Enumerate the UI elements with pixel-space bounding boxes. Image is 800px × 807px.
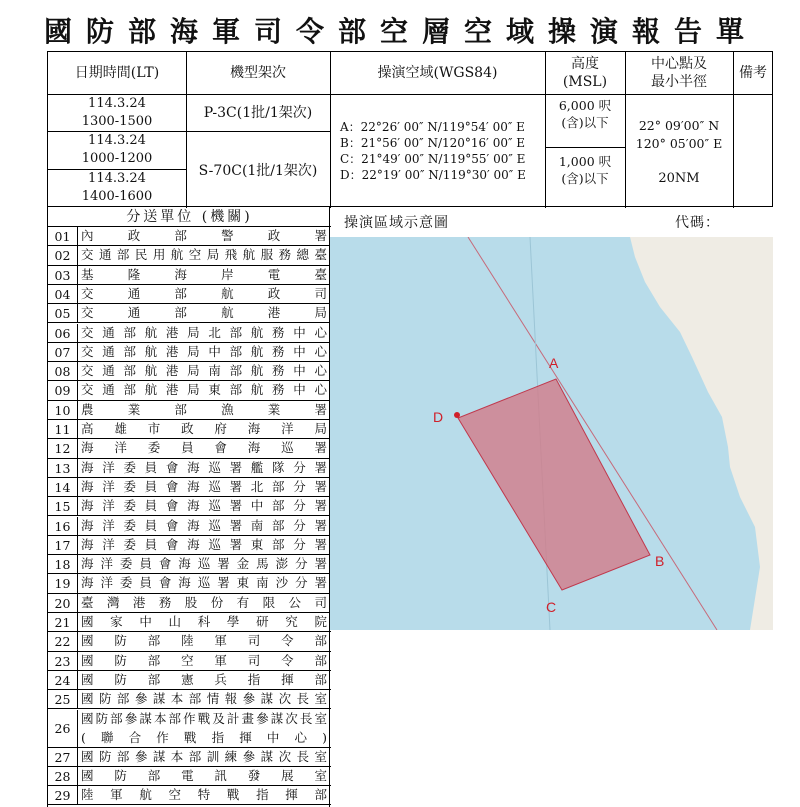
schedule-2: 114.3.24 1000-1200	[81, 133, 153, 166]
schedule-3: 114.3.24 1400-1600	[81, 171, 153, 204]
distribution-row	[48, 574, 331, 593]
distribution-row	[48, 324, 331, 343]
distribution-row	[48, 381, 331, 400]
header-date-time: 日期時間(LT)	[74, 65, 160, 81]
distribution-row-name: 陸軍航空特戰指揮部	[81, 787, 327, 803]
distribution-row	[48, 459, 331, 478]
min-radius: 20NM	[658, 171, 700, 186]
distribution-row-number: 15	[48, 497, 78, 515]
distribution-row-name: 國防部空軍司令部	[81, 652, 327, 668]
distribution-row	[48, 671, 331, 690]
distribution-row-number: 13	[48, 459, 78, 477]
header-center: 中心點及 最小半徑	[651, 56, 707, 90]
distribution-row-name: 交通部航港局北部航務中心	[81, 324, 327, 340]
point-label-c: C	[546, 599, 557, 615]
header-remarks: 備考	[739, 65, 767, 81]
distribution-row	[48, 786, 331, 805]
distribution-row	[48, 285, 331, 304]
distribution-row-number: 12	[48, 439, 78, 457]
distribution-row-name: 海洋委員會海巡署東南沙分署	[81, 575, 327, 591]
distribution-row-name: 臺灣港務股份有限公司	[81, 594, 327, 610]
distribution-heading: 分送單位 (機關)	[48, 207, 331, 227]
distribution-row-name: 海洋委員會海巡署金馬澎分署	[81, 556, 327, 572]
distribution-row-number: 10	[48, 401, 78, 419]
distribution-row	[48, 652, 331, 671]
distribution-row	[48, 748, 331, 767]
distribution-row-number: 01	[48, 227, 78, 245]
distribution-row-number: 25	[48, 690, 78, 708]
distribution-list	[47, 207, 330, 807]
distribution-row	[48, 304, 331, 323]
page-title: 國防部海軍司令部空層空域操演報告單	[44, 15, 759, 48]
distribution-row-number: 02	[48, 246, 78, 264]
distribution-row	[48, 401, 331, 420]
distribution-row	[48, 517, 331, 536]
distribution-row-name: 國防部電訊發展室	[81, 767, 327, 783]
center-point: 22° 09′00″ N 120° 05′00″ E	[635, 118, 723, 151]
distribution-row-number: 26	[48, 710, 78, 747]
distribution-row	[48, 710, 331, 748]
distribution-row-number: 20	[48, 594, 78, 612]
report-header-table	[47, 51, 773, 207]
distribution-row-number: 23	[48, 652, 78, 670]
distribution-row-name: 海洋委員會海巡署南部分署	[81, 517, 327, 533]
distribution-row-number: 11	[48, 420, 78, 438]
location-pin-icon	[454, 412, 460, 418]
point-label-a: A	[549, 355, 559, 371]
distribution-row-name: 基隆海岸電臺	[81, 266, 327, 282]
distribution-row	[48, 478, 331, 497]
distribution-row	[48, 536, 331, 555]
distribution-row-name: 交通部航政司	[81, 285, 327, 301]
distribution-row-name: 海洋委員會海巡署東部分署	[81, 536, 327, 552]
aircraft-2: S-70C(1批/1架次)	[198, 163, 318, 179]
distribution-row-name: 交通部民用航空局飛航服務總臺	[81, 247, 327, 263]
point-label-d: D	[433, 409, 444, 425]
altitude-2: 1,000 呎 (含)以下	[558, 154, 612, 186]
distribution-row-name: 海洋委員會海巡署中部分署	[81, 498, 327, 514]
distribution-row-number: 06	[48, 324, 78, 342]
distribution-row-name: 國防部參謀本部情報參謀次長室	[81, 691, 327, 707]
distribution-row-name: 交通部航港局東部航務中心	[81, 382, 327, 398]
map-svg	[330, 237, 773, 630]
distribution-row-number: 21	[48, 613, 78, 631]
coordinates-list: A：22°26′ 00″ N/119°54′ 00″ E B：21°56′ 00″ N/120°16′ 00″ E C：21°49′ 00″ N/119°55′ 00″ E D：22°19′ 00″ N/119°30′ 00″ E	[340, 120, 526, 182]
distribution-row-number: 17	[48, 536, 78, 554]
distribution-row-name: 海洋委員會海巡署北部分署	[81, 478, 327, 494]
distribution-row	[48, 266, 331, 285]
distribution-row	[48, 555, 331, 574]
distribution-row-name: 內政部警政署	[81, 228, 327, 243]
distribution-row-number: 19	[48, 574, 78, 592]
distribution-row-number: 07	[48, 343, 78, 361]
distribution-row	[48, 420, 331, 439]
altitude-1: 6,000 呎 (含)以下	[558, 98, 612, 130]
distribution-row	[48, 632, 331, 651]
schedule-1: 114.3.24 1300-1500	[81, 96, 153, 129]
distribution-row-number: 09	[48, 381, 78, 399]
distribution-row-name: 國防部參謀本部訓練參謀次長室	[81, 748, 327, 764]
map-caption: 操演區域示意圖	[344, 215, 449, 231]
distribution-row	[48, 690, 331, 709]
distribution-row-name: 國家中山科學研究院	[81, 614, 327, 629]
header-aircraft: 機型架次	[230, 65, 286, 81]
distribution-row-name: 國防部憲兵指揮部	[81, 671, 327, 687]
distribution-row	[48, 362, 331, 381]
distribution-row-subname: (聯合作戰指揮中心)	[81, 729, 327, 745]
distribution-row-name: 農業部漁業署	[81, 401, 327, 417]
code-label: 代碼：	[675, 215, 720, 231]
distribution-row-number: 27	[48, 748, 78, 766]
distribution-row-name: 國防部參謀本部作戰及計畫參謀次長室	[81, 710, 327, 726]
distribution-row-number: 14	[48, 478, 78, 496]
distribution-row-number: 04	[48, 285, 78, 303]
header-altitude: 高度 (MSL)	[562, 56, 608, 90]
distribution-row	[48, 246, 331, 265]
exercise-area-map	[330, 237, 773, 630]
distribution-row	[48, 594, 331, 613]
distribution-row	[48, 613, 331, 632]
distribution-row	[48, 343, 331, 362]
distribution-row-name: 交通部航港局中部航務中心	[81, 343, 327, 359]
distribution-row-number: 08	[48, 362, 78, 380]
distribution-row	[48, 227, 331, 246]
distribution-row-name: 海洋委員會海巡署	[81, 440, 327, 456]
distribution-row-number: 03	[48, 266, 78, 284]
map-panel	[330, 207, 773, 807]
aircraft-1: P-3C(1批/1架次)	[203, 105, 313, 121]
distribution-row-number: 22	[48, 632, 78, 650]
distribution-row-number: 05	[48, 304, 78, 322]
distribution-row-number: 16	[48, 517, 78, 535]
point-label-b: B	[655, 553, 665, 569]
distribution-row	[48, 767, 331, 786]
header-airspace: 操演空域(WGS84)	[377, 65, 498, 81]
distribution-row-number: 28	[48, 767, 78, 785]
distribution-row-number: 29	[48, 786, 78, 804]
distribution-row-name: 海洋委員會海巡署艦隊分署	[81, 459, 327, 475]
distribution-row	[48, 497, 331, 516]
distribution-row	[48, 439, 331, 458]
distribution-row-number: 24	[48, 671, 78, 689]
distribution-row-name: 高雄市政府海洋局	[81, 421, 327, 436]
distribution-row-name: 交通部航港局	[81, 305, 327, 321]
distribution-row-number: 18	[48, 555, 78, 573]
distribution-row-name: 國防部陸軍司令部	[81, 633, 327, 649]
distribution-row-name: 交通部航港局南部航務中心	[81, 363, 327, 379]
